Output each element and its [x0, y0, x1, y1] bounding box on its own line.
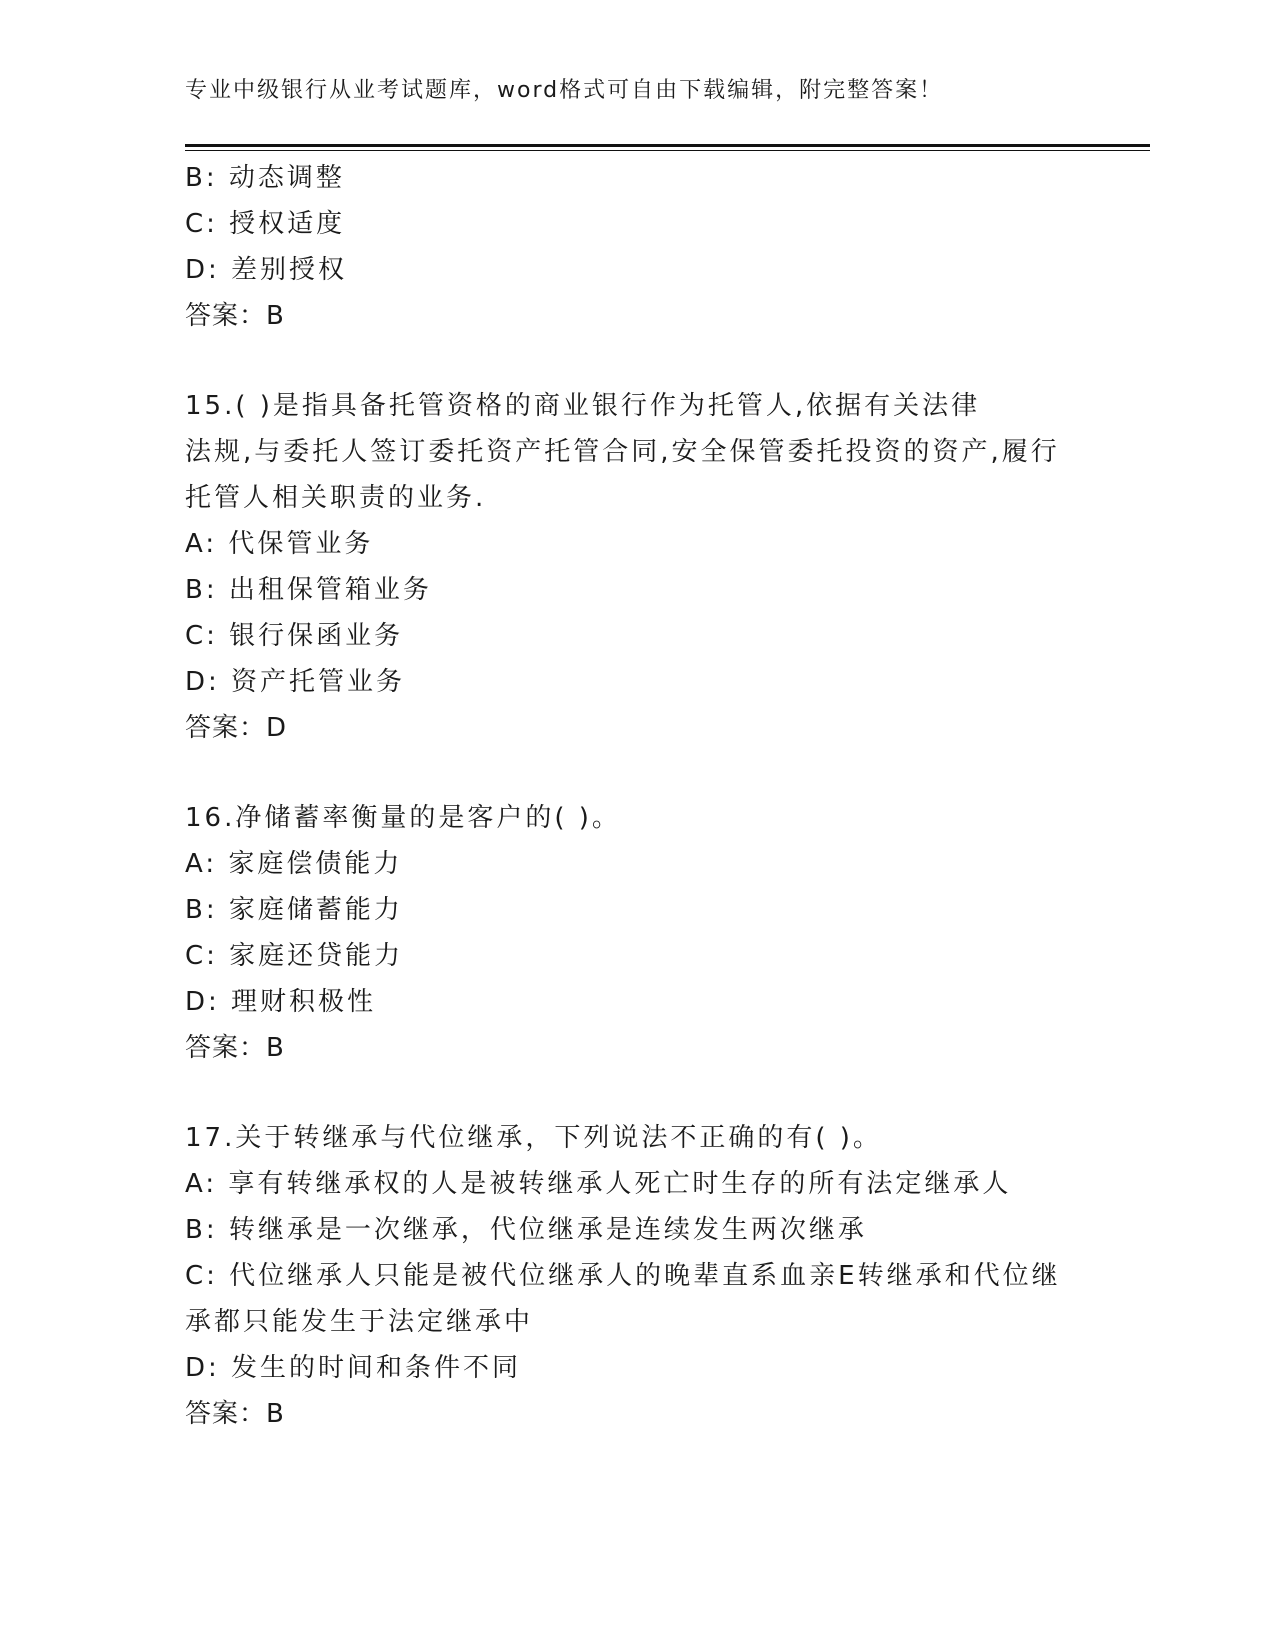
option-d: D: 理财积极性	[185, 987, 377, 1017]
question-15	[185, 383, 1085, 751]
question-stem-line: 15.( )是指具备托管资格的商业银行作为托管人,依据有关法律	[185, 391, 981, 421]
option-b: B: 转继承是一次继承，代位继承是连续发生两次继承	[185, 1215, 867, 1245]
option-a: A: 享有转继承权的人是被转继承人死亡时生存的所有法定继承人	[185, 1169, 1012, 1199]
option-d: D: 资产托管业务	[185, 667, 406, 697]
answer-line: 答案：D	[185, 713, 288, 743]
option-b: B: 动态调整	[185, 163, 345, 193]
option-d: D: 差别授权	[185, 255, 348, 285]
question-17	[185, 1115, 1085, 1437]
question-stem-line: 17.关于转继承与代位继承，下列说法不正确的有( )。	[185, 1123, 882, 1153]
answer-line: 答案：B	[185, 1399, 285, 1429]
option-c: C: 代位继承人只能是被代位继承人的晚辈直系血亲E转继承和代位继	[185, 1261, 1061, 1291]
option-a: A: 家庭偿债能力	[185, 849, 403, 879]
header-rule-thin	[185, 150, 1150, 151]
question-stem-line: 法规,与委托人签订委托资产托管合同,安全保管委托投资的资产,履行	[185, 437, 1060, 467]
option-d: D: 发生的时间和条件不同	[185, 1353, 522, 1383]
option-c: C: 家庭还贷能力	[185, 941, 404, 971]
question-stem-line: 托管人相关职责的业务.	[185, 483, 487, 513]
question-14-tail	[185, 155, 1085, 339]
option-b: B: 出租保管箱业务	[185, 575, 432, 605]
question-stem-line: 16.净储蓄率衡量的是客户的( )。	[185, 803, 621, 833]
answer-line: 答案：B	[185, 301, 285, 331]
question-16	[185, 795, 1085, 1071]
option-a: A: 代保管业务	[185, 529, 374, 559]
option-b: B: 家庭储蓄能力	[185, 895, 403, 925]
spacer	[185, 751, 1085, 795]
page-header: 专业中级银行从业考试题库，word格式可自由下载编辑，附完整答案！	[185, 78, 944, 103]
answer-line: 答案：B	[185, 1033, 285, 1063]
question-content	[185, 155, 1085, 1437]
option-c: C: 授权适度	[185, 209, 346, 239]
spacer	[185, 1071, 1085, 1115]
option-c-continued: 承都只能发生于法定继承中	[185, 1307, 534, 1337]
option-c: C: 银行保函业务	[185, 621, 404, 651]
spacer	[185, 339, 1085, 383]
header-rule-thick	[185, 144, 1150, 147]
